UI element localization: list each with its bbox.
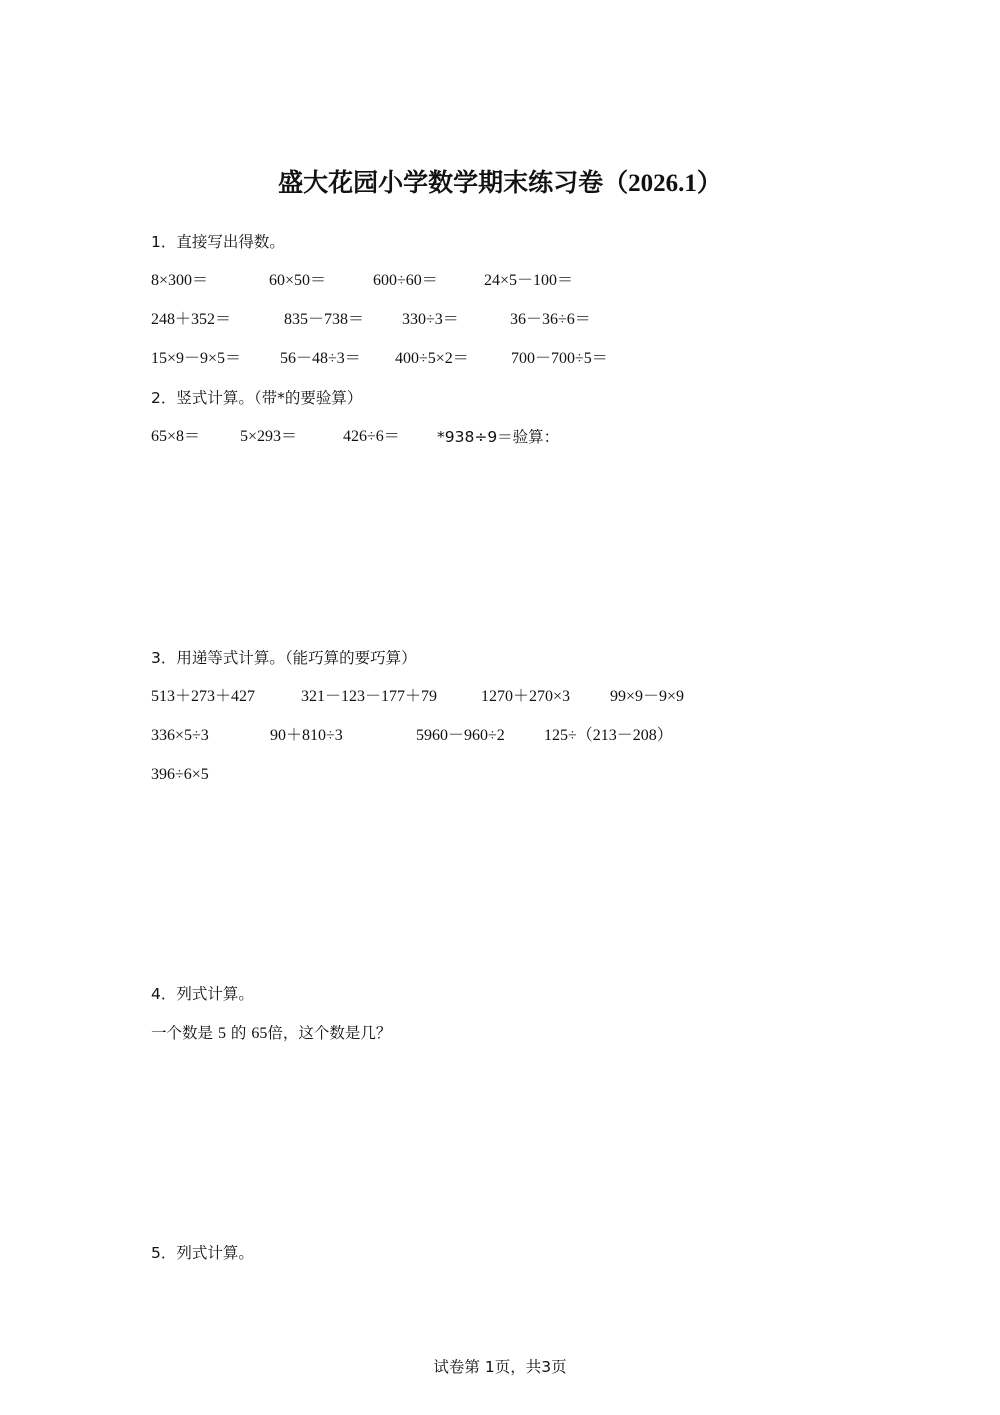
q3-expr: 1270＋270×3: [481, 688, 571, 705]
q3-expr: 336×5÷3: [151, 727, 209, 744]
q2-expr-with-check: *938÷9＝验算：: [437, 428, 560, 446]
q1-row-1: [151, 269, 851, 293]
page-title: 盛大花园小学数学期末练习卷（2026.1）: [278, 170, 722, 197]
q2-expr: 426÷6＝: [343, 428, 400, 445]
q3-row-1: [151, 685, 851, 709]
q1-heading: 1．直接写出得数。: [151, 233, 285, 251]
q4-question: [151, 1021, 391, 1046]
q1-expr: 330÷3＝: [402, 311, 459, 328]
q4-text: 一个数是: [151, 1024, 214, 1042]
q1-expr: 600÷60＝: [373, 272, 438, 289]
q1-expr: 56－48÷3＝: [280, 350, 361, 367]
q3-expr: 513＋273＋427: [151, 688, 256, 705]
q4-text: 倍，这个数是几？: [267, 1024, 392, 1042]
q3-heading: 3．用递等式计算。（能巧算的要巧算）: [151, 649, 417, 667]
q4-number: 65: [251, 1025, 268, 1042]
q1-expr: 700－700÷5＝: [511, 350, 608, 367]
q2-expr: 5×293＝: [240, 428, 298, 445]
q1-row-3: [151, 347, 851, 371]
q3-row-2: [151, 724, 851, 748]
q1-expr: 248＋352＝: [151, 311, 232, 328]
q3-expr: 5960－960÷2: [416, 727, 505, 744]
q4-heading: 4．列式计算。: [151, 985, 254, 1003]
q4-text: 的: [230, 1024, 247, 1042]
q4-number: 5: [217, 1025, 226, 1042]
q1-row-2: [151, 308, 851, 332]
q3-expr: 396÷6×5: [151, 766, 209, 783]
q3-expr: 125÷（213－208）: [544, 727, 673, 744]
q1-expr: 400÷5×2＝: [395, 350, 469, 367]
q1-expr: 15×9－9×5＝: [151, 350, 242, 367]
q3-expr: 90＋810÷3: [270, 727, 343, 744]
q1-expr: 60×50＝: [269, 272, 327, 289]
page-footer: 试卷第 1页，共3页: [433, 1358, 567, 1376]
q5-heading: 5．列式计算。: [151, 1244, 254, 1262]
q3-expr: 321－123－177＋79: [301, 688, 438, 705]
q1-expr: 835－738＝: [284, 311, 365, 328]
q3-expr: 99×9－9×9: [610, 688, 685, 705]
q2-row: [151, 425, 851, 449]
q1-expr: 8×300＝: [151, 272, 209, 289]
q1-expr: 36－36÷6＝: [510, 311, 591, 328]
q2-expr: 65×8＝: [151, 428, 201, 445]
q2-heading: 2．竖式计算。（带*的要验算）: [151, 389, 363, 407]
q3-row-3: [151, 763, 851, 787]
q1-expr: 24×5－100＝: [484, 272, 574, 289]
